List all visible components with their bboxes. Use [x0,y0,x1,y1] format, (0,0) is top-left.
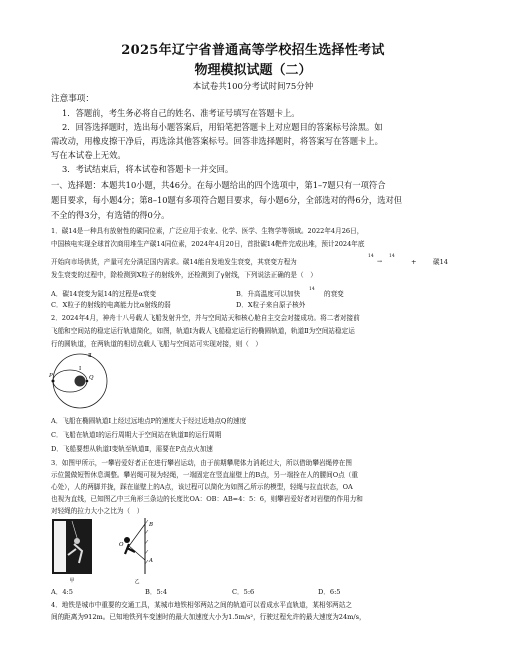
q1-option-d: D．X粒子来自原子核外 [236,301,306,309]
q2-orbit-diagram [50,350,120,412]
q2-option-c: C．飞船在轨道I的运行周期大于空间站在轨道Ⅱ的运行周期 [51,431,222,439]
q3-line-5: 对轻绳的拉力大小之比为（ ） [51,507,144,515]
climber-body-icon [125,544,135,554]
exam-title: 2025年辽宁省普通高等学校招生选择性考试 [121,43,385,58]
label-orbit-2: Ⅱ [88,353,92,359]
section1-line-2: 题目要求，每小题4分；第8–10题有多项符合题目要求，每小题6分，全部选对的得6分，选对但 [51,195,403,205]
q3-option-d: D．6:5 [318,588,341,596]
q3-photo-jia [52,519,92,584]
q3-option-a: A．4:5 [51,588,73,596]
notice-item-1: 1．答题前，考生务必将自己的姓名、准考证号填写在答题卡上。 [62,108,300,118]
q1-equation-arrow: → [377,258,383,265]
q1-equation-mass-2: 14 [389,254,395,259]
q3-line-4: 也视为直线，已知图乙中三角形三条边的长度比OA：OB：AB=4：5：6，则攀岩爱好者对岩壁的作用力和 [51,495,363,503]
section1-line-3: 不全的得3分，有选错的得0分。 [51,210,170,220]
q1-option-a: A．碳14衰变为氮14的过程是α衰变 [51,290,157,298]
q2-option-d: D．飞船要想从轨道Ⅰ变轨至轨道Ⅱ，需要在P点点火加速 [51,445,213,453]
exam-info: 本试卷共100分考试时间75分钟 [192,82,314,92]
q3-line-2: 示位置做短暂休息调整。攀岩绳可视为轻绳，一端固定在竖直崖壁上的B点，另一端拴在人的腰间O点（重 [51,471,358,479]
climber-head-icon [124,537,130,543]
q1-option-b-superscript: 14 [309,287,315,292]
point-p [52,380,55,383]
q3-diagram-yi [115,516,160,586]
notice-heading: 注意事项： [51,94,94,104]
section1-line-1: 一、选择题：本题共10小题，共46分。在每小题给出的四个选项中，第1–7题只有一项符合 [51,180,386,190]
q4-line-2: 间的距离为912m。已知地铁列车变速时的最大加速度大小为1.5m/s²，行驶过程允许的最大速度为24m/s， [51,613,366,621]
q1-line-1: 1．碳14是一种具有放射性的碳同位素，广泛应用于农业、化学、医学、生物学等领域。2022年4月26日， [51,227,364,235]
notice-item-2-line-2: 需改动，用橡皮擦干净后，再选涂其他答案标号。回答非选择题时，将答案写在答题卡上。 [51,136,383,146]
q1-line-3-end: 碳14 [433,258,448,266]
point-q [86,380,89,383]
label-a: A [149,558,153,564]
label-q: Q [89,375,94,381]
rope-line-ob [129,524,145,546]
q1-option-b: B．升高温度可以加快 [236,290,301,298]
q3-option-b: B．5:4 [145,588,168,596]
exam-subtitle: 物理模拟试题（二） [194,63,312,78]
q3-line-3: 心处），人的两脚并拢，踩在崖壁上的A点，该过程可以简化为如图乙所示的模型，轻绳与拉直状态，OA [51,483,353,491]
q1-option-b-end: 的衰变 [324,290,344,298]
label-o: O [119,542,124,548]
q1-line-4: 发生衰变的过程中，除检测到X粒子的射线外，还检测到了γ射线，下列说法正确的是（ ） [51,271,317,279]
q1-line-3: 开始向市场供货，产量可充分满足国内需求。碳14能自发地发生衰变，其衰变方程为 [51,258,297,266]
label-b: B [149,522,154,528]
q2-option-a: A．飞船在椭圆轨道I上经过远地点P的速度大于经过近地点Q的速度 [51,417,247,425]
label-orbit-1: Ⅰ [79,366,82,372]
leg-line-oa [129,546,145,560]
label-yi: 乙 [134,579,140,585]
q2-line-2: 飞船和空间站的稳定运行轨道简化，如图，轨道Ⅰ为载人飞船稳定运行的椭圆轨道，轨道Ⅱ为空间站稳定运 [51,327,355,335]
q2-line-3: 行的圆轨道，在两轨道的相切点载人飞船与空间站可实现对接，则（ ） [51,340,262,348]
q3-line-1: 3．如图甲所示，一攀岩爱好者正在进行攀岩运动，由于前期攀爬体力消耗过大，所以借助攀岩绳停在图 [51,459,352,467]
notice-item-3: 3．考试结束后，将本试卷和答题卡一并交回。 [62,164,234,174]
q3-option-c: C．5:6 [232,588,255,596]
notice-item-2-line-3: 写在本试卷上无效。 [51,150,126,160]
label-jia: 甲 [69,578,75,584]
q1-line-2: 中国核电实现全球首次商用堆生产碳14同位素，2024年4月20日，首批碳14靶件完成出堆，预计2024年底 [51,240,365,248]
earth-icon [75,376,86,387]
label-p: P [49,373,53,379]
q2-line-1: 2．2024年4月，神舟十八号载人飞船发射升空，并与空间站天和核心舱自主交会对接成功。将二者对接前 [51,314,360,322]
q1-option-c: C．X粒子的射线的电离能力比α射线的弱 [51,301,171,309]
q1-equation-mass-1: 14 [368,254,374,259]
q4-line-1: 4．地铁是城市中重要的交通工具，某城市地铁相邻两站之间的轨道可以看成水平直轨道，某相邻两站之 [51,601,352,609]
q1-equation-plus: + [411,258,417,266]
notice-item-2-line-1: 2．回答选择题时，选出每小题答案后，用铅笔把答题卡上对应题目的答案标号涂黑。如 [62,122,383,132]
